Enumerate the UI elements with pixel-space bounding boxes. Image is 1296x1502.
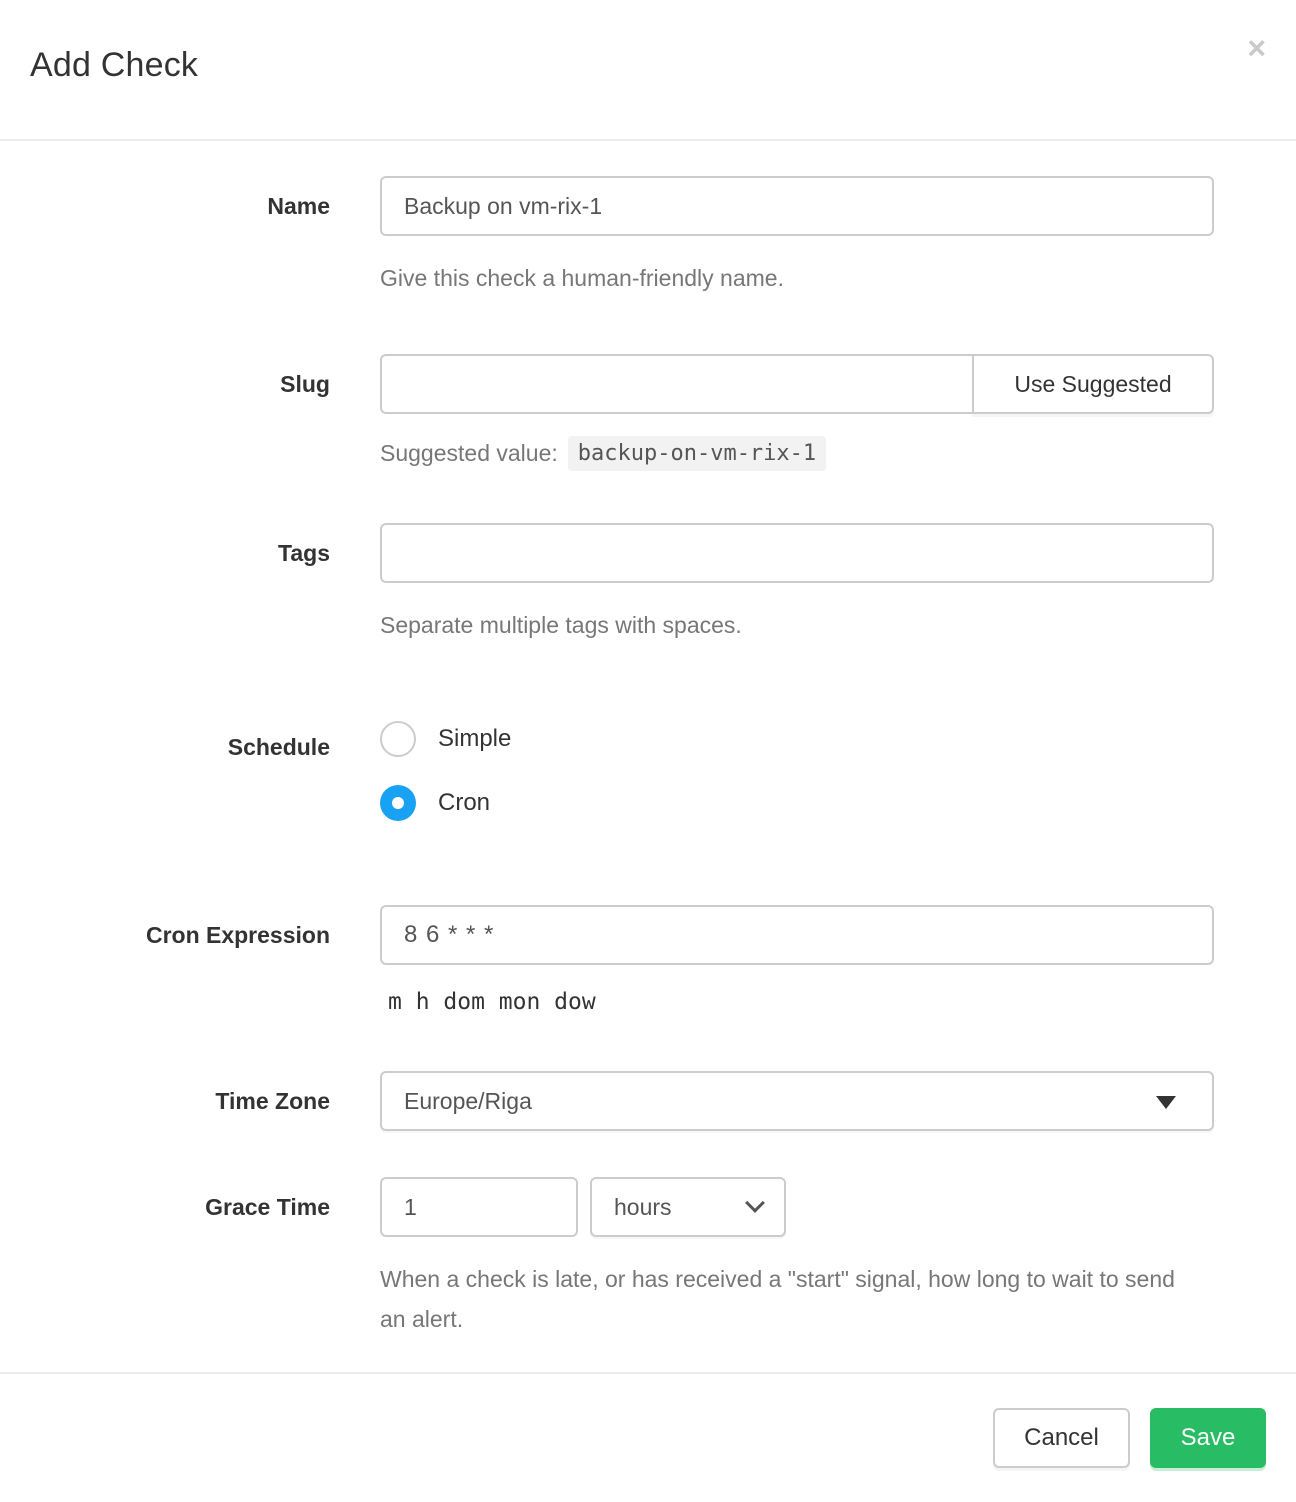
tags-input[interactable] — [380, 523, 1214, 583]
name-label: Name — [267, 193, 330, 219]
suggested-value-prefix: Suggested value: — [380, 440, 558, 466]
slug-suggested-line — [380, 436, 1214, 471]
cron-expression-input[interactable] — [380, 905, 1214, 965]
schedule-label: Schedule — [227, 734, 330, 760]
name-help-text: Give this check a human-friendly name. — [380, 265, 784, 291]
name-row — [0, 176, 1296, 298]
grace-time-help-text: When a check is late, or has received a "start" signal, how long to wait to send an alert. — [380, 1266, 1175, 1332]
timezone-selected-value: Europe/Riga — [404, 1087, 532, 1114]
add-check-form — [0, 141, 1296, 1339]
tags-label: Tags — [278, 540, 330, 566]
modal-title: Add Check — [30, 46, 199, 84]
cron-fields-hint: m h dom mon dow — [388, 989, 596, 1015]
grace-time-row — [0, 1177, 1296, 1339]
timezone-row — [0, 1071, 1296, 1131]
save-button[interactable]: Save — [1150, 1408, 1266, 1468]
grace-time-label: Grace Time — [205, 1194, 330, 1220]
name-input[interactable] — [380, 176, 1214, 236]
close-icon[interactable]: × — [1247, 30, 1266, 66]
grace-unit-select[interactable] — [590, 1177, 786, 1237]
schedule-radio-cron[interactable] — [380, 781, 1214, 825]
caret-down-icon — [1156, 1096, 1176, 1109]
cancel-button[interactable]: Cancel — [993, 1408, 1130, 1468]
cron-expression-label: Cron Expression — [145, 922, 330, 948]
modal-header — [0, 0, 1296, 141]
tags-help-text: Separate multiple tags with spaces. — [380, 612, 742, 638]
slug-input[interactable] — [380, 354, 972, 414]
grace-unit-selected-value: hours — [614, 1193, 672, 1220]
cron-expression-row — [0, 905, 1296, 1015]
use-suggested-button[interactable]: Use Suggested — [972, 354, 1214, 414]
schedule-radio-simple[interactable] — [380, 717, 1214, 761]
schedule-row — [0, 717, 1296, 845]
radio-circle-icon — [380, 785, 416, 821]
radio-circle-icon — [380, 721, 416, 757]
slug-row — [0, 354, 1296, 471]
schedule-option-label: Cron — [438, 789, 491, 816]
tags-row — [0, 523, 1296, 645]
grace-time-input[interactable] — [380, 1177, 578, 1237]
chevron-down-icon — [745, 1193, 765, 1213]
slug-label: Slug — [280, 371, 330, 397]
timezone-select[interactable] — [380, 1071, 1214, 1131]
timezone-label: Time Zone — [215, 1088, 330, 1114]
suggested-value-code: backup-on-vm-rix-1 — [568, 436, 826, 471]
modal-footer — [0, 1372, 1296, 1502]
schedule-option-label: Simple — [438, 725, 512, 752]
